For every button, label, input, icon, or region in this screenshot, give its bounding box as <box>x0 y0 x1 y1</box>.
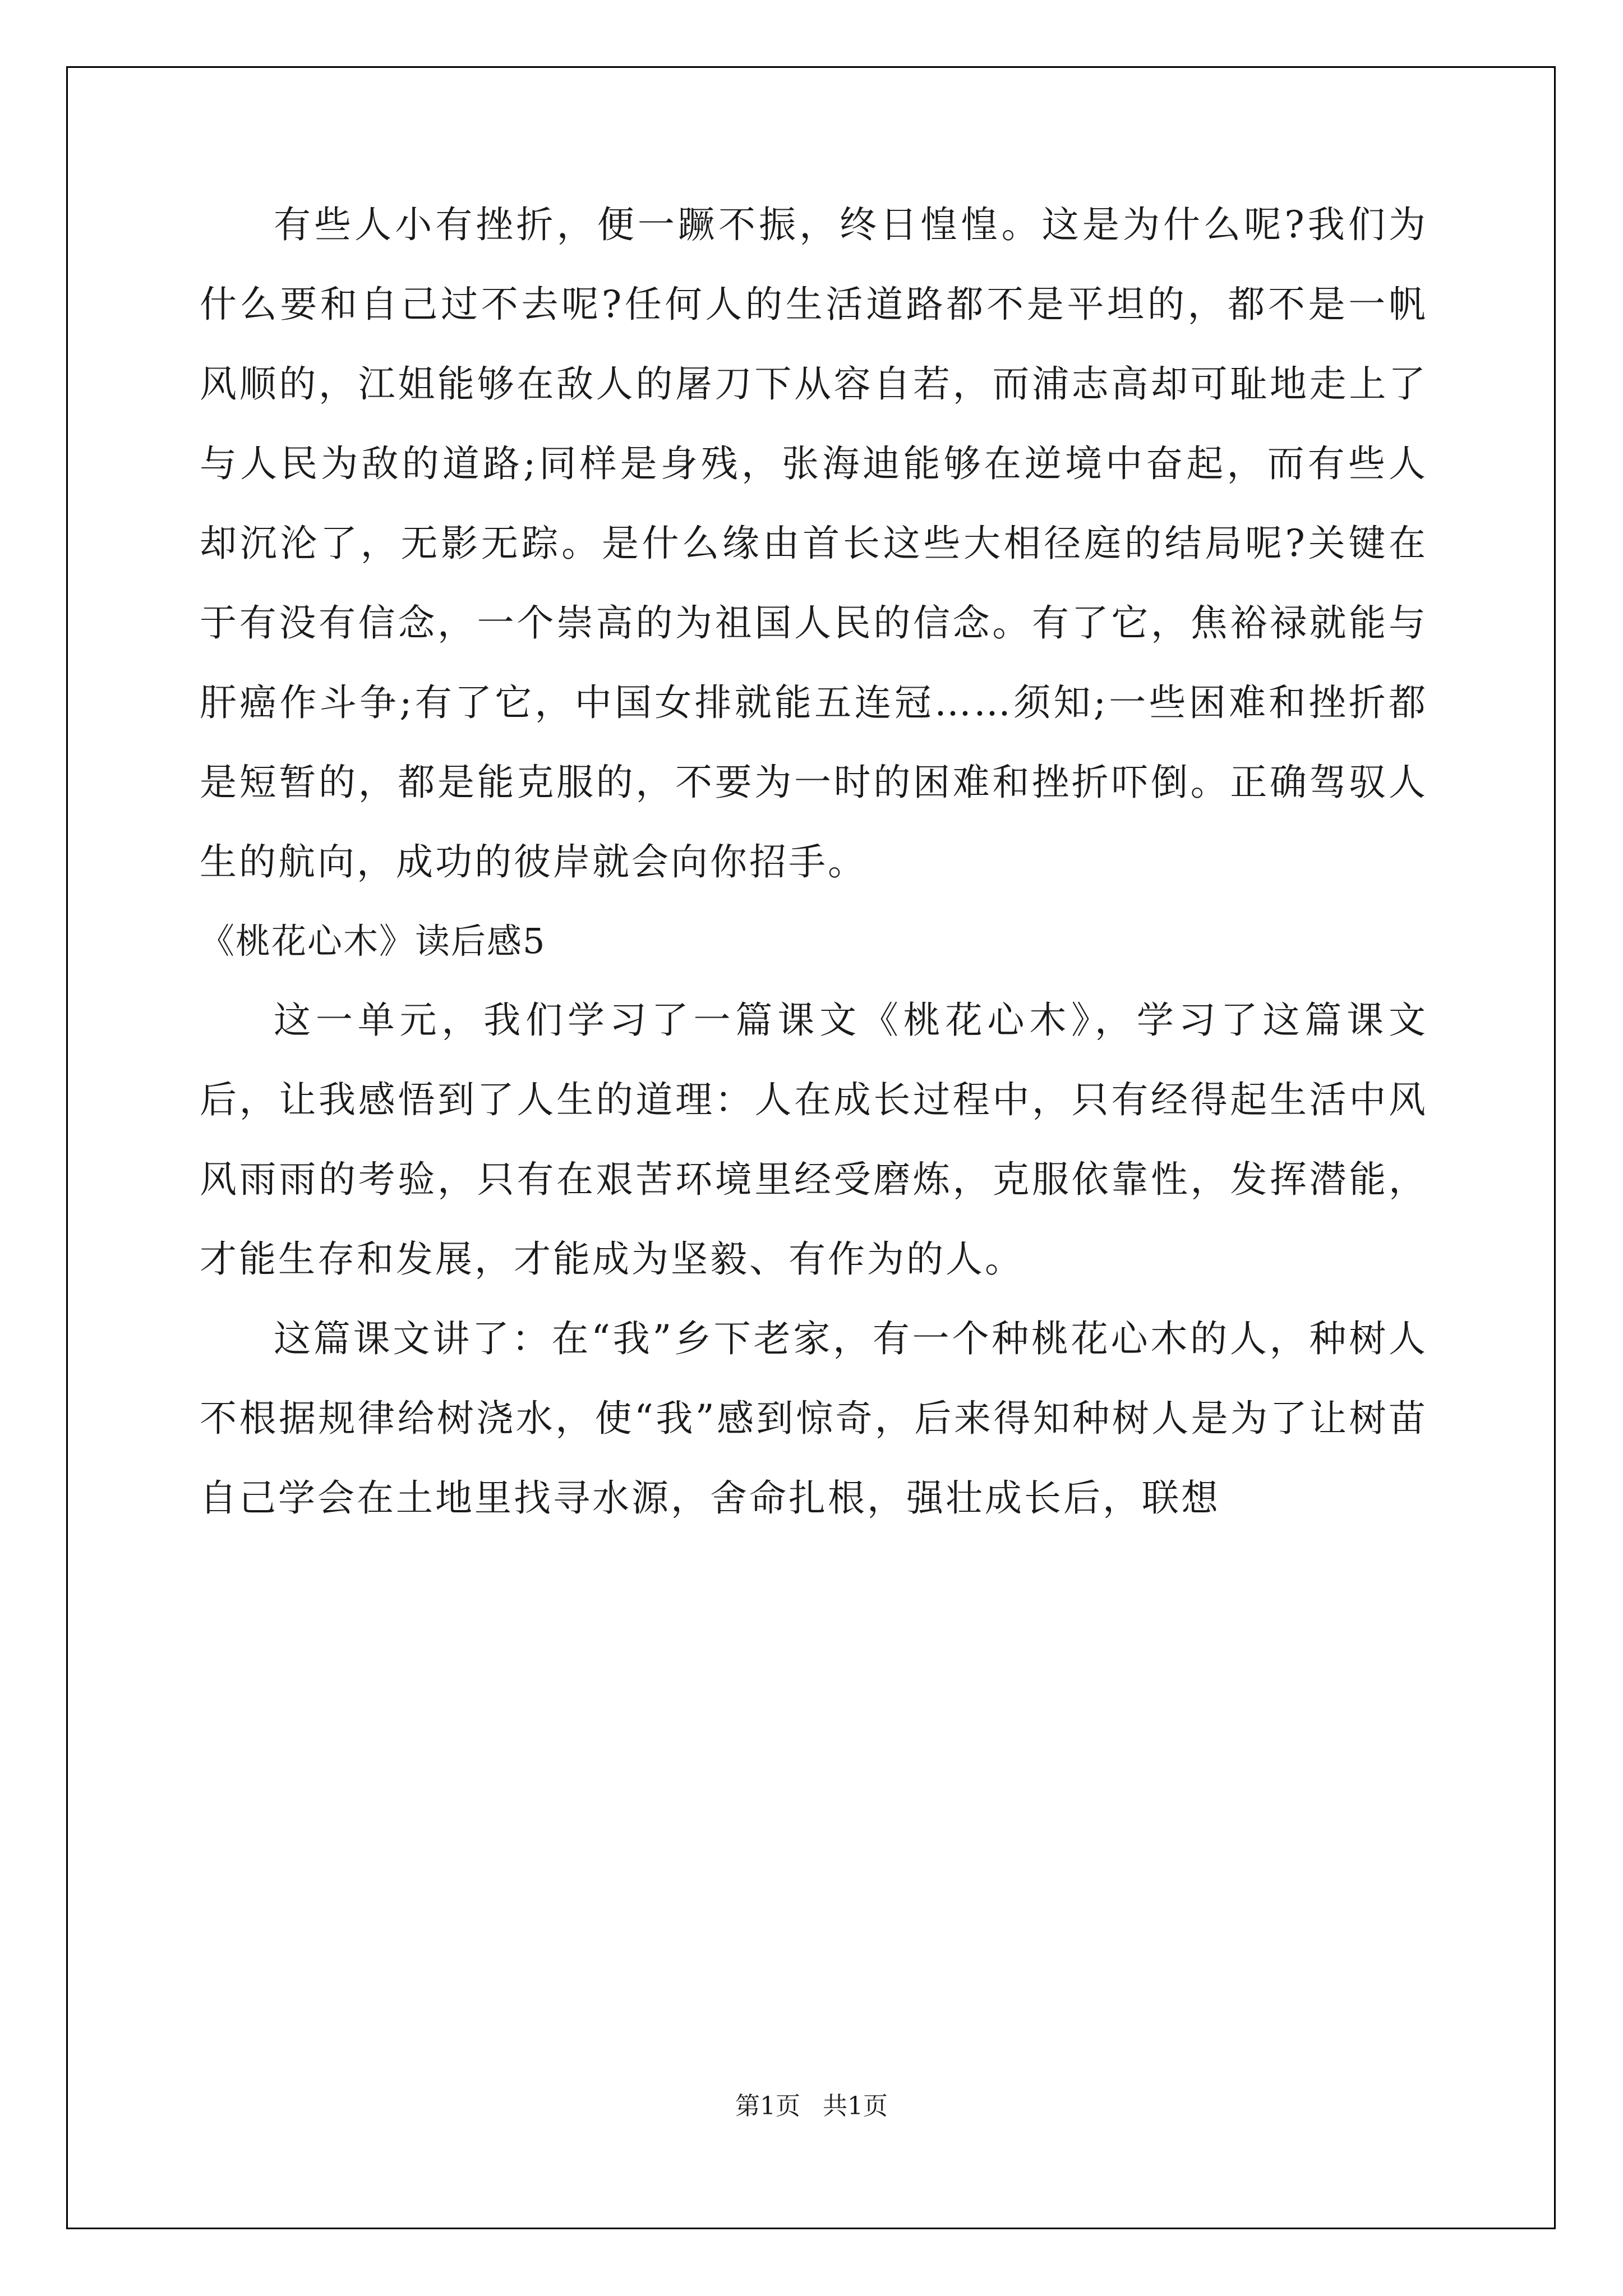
page-total: 共1页 <box>823 2092 888 2120</box>
section-heading: 《桃花心木》读后感5 <box>200 921 546 961</box>
paragraph: 这篇课文讲了：在“我”乡下老家，有一个种桃花心木的人，种树人不根据规律给树浇水，使“我”感到惊奇，后来得知种树人是为了让树苗自己学会在土地里找寻水源，舍命扎根，强壮成长后，联想 <box>200 1317 1428 1520</box>
paragraph: 有些人小有挫折，便一蹶不振，终日惶惶。这是为什么呢?我们为什么要和自己过不去呢?任何人的生活道路都不是平坦的，都不是一帆风顺的，江姐能够在敌人的屠刀下从容自若，而浦志高却可耻地走上了与人民为敌的道路;同样是身残，张海迪能够在逆境中奋起，而有些人却沉沦了，无影无踪。是什么缘由首长这些大相径庭的结局呢?关键在于有没有信念，一个崇高的为祖国人民的信念。有了它，焦裕禄就能与肝癌作斗争;有了它，中国女排就能五连冠……须知;一些困难和挫折都是短暂的，都是能克服的，不要为一时的困难和挫折吓倒。正确驾驭人生的航向，成功的彼岸就会向你招手。 <box>200 203 1428 884</box>
page-footer <box>0 2090 1623 2123</box>
document-body <box>200 185 1428 1538</box>
page-number: 第1页 <box>735 2092 800 2120</box>
paragraph: 这一单元，我们学习了一篇课文《桃花心木》，学习了这篇课文后，让我感悟到了人生的道理：人在成长过程中，只有经得起生活中风风雨雨的考验，只有在艰苦环境里经受磨炼，克服依靠性，发挥潜能，才能生存和发展，才能成为坚毅、有作为的人。 <box>200 999 1428 1281</box>
